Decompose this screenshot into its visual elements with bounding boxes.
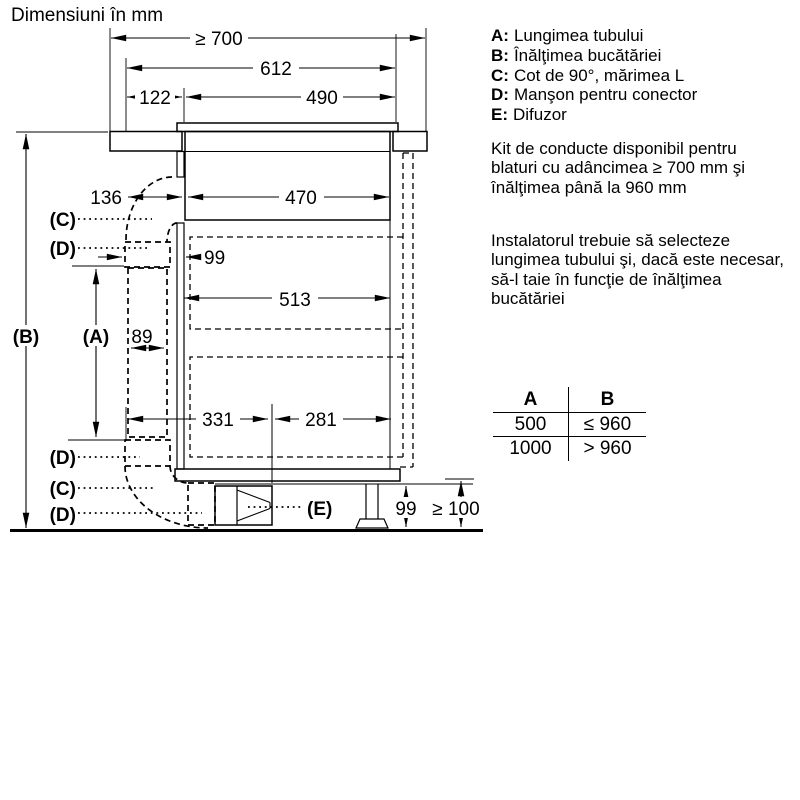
legend-key-C: C: [491,65,509,85]
label-B: (B) [12,327,40,348]
label-D-mid: (D) [49,448,76,469]
worktop-left [110,132,182,152]
label-C-bottom: (C) [49,479,76,500]
dim-offset-left: 122 [139,88,171,109]
legend-item-B [491,46,697,66]
cabinet-side-panel [177,223,184,469]
legend [491,26,697,125]
hob-outlet-strip [177,152,184,178]
extension-lines [16,28,474,479]
cabinet-inner-zone-lower [190,357,403,457]
label-D-bottom: (D) [49,505,76,526]
dim-bottom-right: 281 [305,410,337,431]
legend-item-C [491,66,697,86]
table-header-A: A [493,387,568,413]
legend-item-E [491,105,697,125]
duct-tube [128,268,167,437]
legend-label-B: Înălţimea bucătăriei [513,45,662,65]
connector-sleeve-diffuser [188,483,215,525]
dim-plinth-height: 99 [395,499,417,520]
cabinet-bottom-panel [175,469,400,481]
legend-label-A: Lungimea tubului [513,26,644,45]
note-duct-kit: Kit de conducte disponibil pentru blaturi cu adâncimea ≥ 700 mm şi înălţimea până la 960 mm [491,139,746,197]
worktop-right [393,132,427,152]
table-header-B: B [568,387,646,413]
dimension-text-gaps [10,28,483,518]
legend-label-E: Difuzor [513,105,567,125]
dim-duct-offset: 136 [90,188,122,209]
installation-diagram [0,0,486,546]
worktop [110,132,427,152]
legend-item-D [491,85,697,105]
legend-label-C: Cot de 90°, mărimea L [513,65,685,85]
connector-sleeve-top [125,242,170,267]
note-installer: Instalatorul trebuie să selecteze lungimea tubului şi, dacă este necesar, să-l taie în funcţie de înălţimea bucătăriei [491,231,784,309]
elbow-bottom-outer [125,466,208,528]
label-C-top: (C) [49,210,76,231]
dim-worktop-depth: ≥ 700 [195,29,243,50]
legend-key-A: A: [491,26,509,45]
table-cell-b1: ≤ 960 [568,413,646,437]
leg-foot [356,519,388,528]
dimension-values [90,29,479,520]
elbow-top-inner [167,223,177,242]
dim-duct-outlet: 99 [204,248,226,269]
elbow-top-outer [126,177,172,240]
spec-table [493,387,646,461]
label-A: (A) [82,327,110,348]
diffuser-cone-bottom [237,509,270,522]
dim-cabinet-inner: 513 [279,290,311,311]
legend-item-A [491,26,697,46]
cabinet [175,153,473,528]
hob-top-plate [177,123,398,132]
legend-key-D: D: [491,85,509,105]
legend-key-B: B: [491,45,509,65]
legend-key-E: E: [491,105,508,125]
label-D-top: (D) [49,239,76,260]
part-labels [13,210,333,526]
connector-sleeve-bottom [125,440,170,466]
legend-label-D: Manşon pentru conector [513,85,698,105]
dim-cutout-width: 612 [260,59,292,80]
dim-tube-width: 89 [131,327,153,348]
diffuser-box [215,486,272,525]
table-cell-a2: 1000 [509,438,552,459]
table-cell-a1: 500 [493,413,568,437]
page-title: Dimensiuni în mm [11,5,164,26]
dim-bottom-left: 331 [202,410,234,431]
duct-run [125,177,272,528]
table-cell-b2: > 960 [568,437,646,461]
dim-floor-clearance: ≥ 100 [432,499,480,520]
label-E: (E) [307,499,333,520]
dim-hob-body-width: 470 [285,188,317,209]
dim-inner-width: 490 [306,88,338,109]
diffuser-cone-top [237,490,270,503]
diffuser [215,486,272,525]
